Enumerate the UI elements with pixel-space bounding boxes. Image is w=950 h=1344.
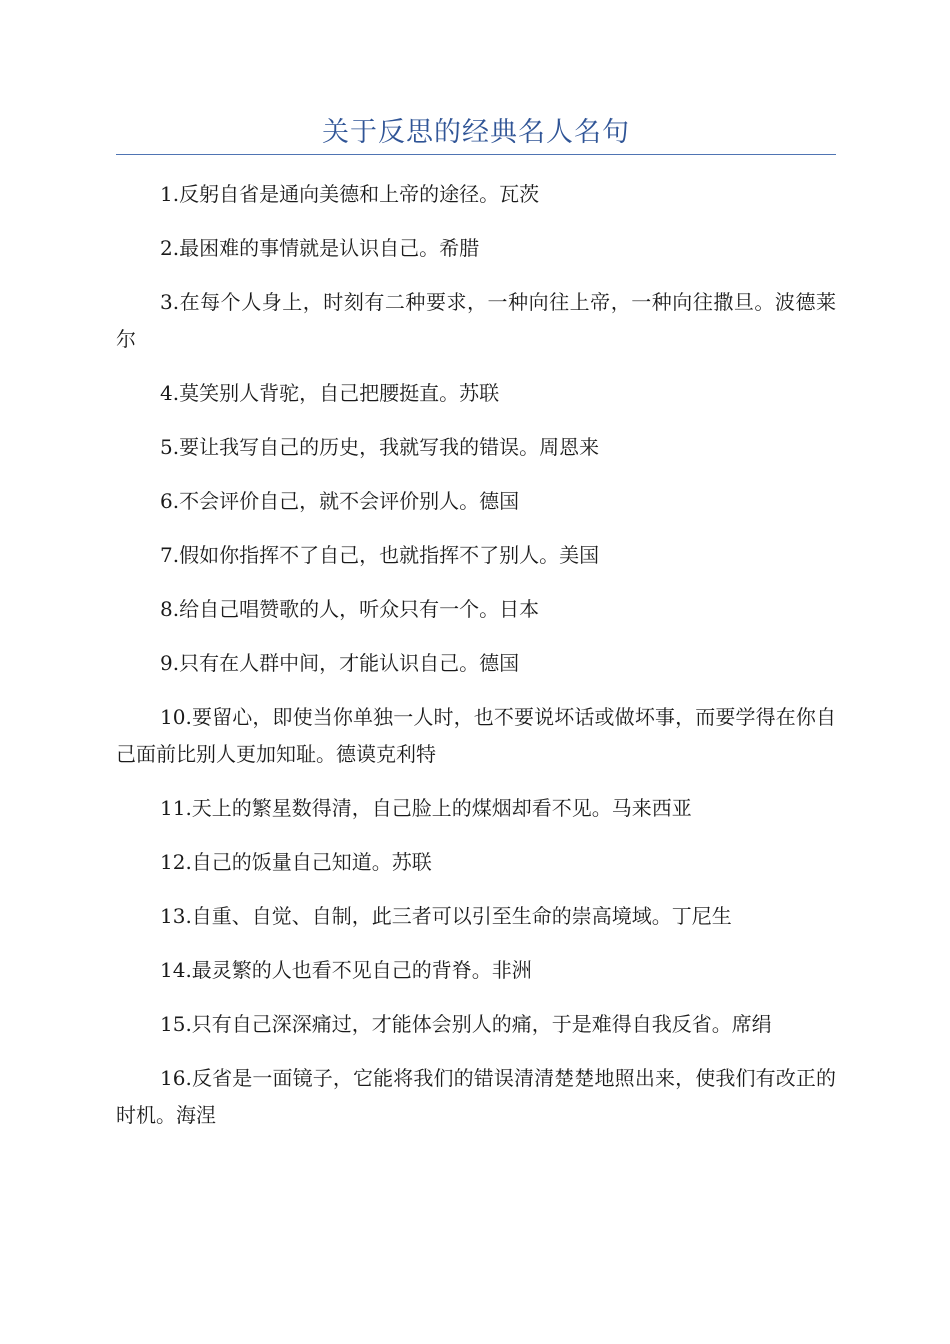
quote-item: 13.自重、自觉、自制，此三者可以引至生命的崇高境域。丁尼生 [160, 904, 732, 928]
quote-item: 8.给自己唱赞歌的人，听众只有一个。日本 [160, 597, 540, 621]
quote-item: 7.假如你指挥不了自己，也就指挥不了别人。美国 [160, 543, 600, 567]
quote-item: 6.不会评价自己，就不会评价别人。德国 [160, 489, 520, 513]
quote-item: 11.天上的繁星数得清，自己脸上的煤烟却看不见。马来西亚 [160, 796, 692, 820]
quote-item: 2.最困难的事情就是认识自己。希腊 [160, 236, 480, 260]
quote-item: 10.要留心，即使当你单独一人时，也不要说坏话或做坏事，而要学得在你自己面前比别人更加知耻。德谟克利特 [116, 705, 836, 766]
quote-item: 3.在每个人身上，时刻有二种要求，一种向往上帝，一种向往撒旦。波德莱尔 [116, 290, 836, 351]
quote-item: 5.要让我写自己的历史，我就写我的错误。周恩来 [160, 435, 600, 459]
title-underline [116, 154, 836, 155]
quote-list [116, 176, 836, 1151]
quote-item: 9.只有在人群中间，才能认识自己。德国 [160, 651, 520, 675]
quote-item: 4.莫笑别人背驼，自己把腰挺直。苏联 [160, 381, 500, 405]
quote-item: 14.最灵繁的人也看不见自己的背脊。非洲 [160, 958, 532, 982]
quote-item: 16.反省是一面镜子，它能将我们的错误清清楚楚地照出来，使我们有改正的时机。海涅 [116, 1066, 836, 1127]
quote-item: 12.自己的饭量自己知道。苏联 [160, 850, 432, 874]
quote-item: 1.反躬自省是通向美德和上帝的途径。瓦茨 [160, 182, 540, 206]
document-title: 关于反思的经典名人名句 [322, 117, 630, 148]
quote-item: 15.只有自己深深痛过，才能体会别人的痛，于是难得自我反省。席绢 [160, 1012, 772, 1036]
